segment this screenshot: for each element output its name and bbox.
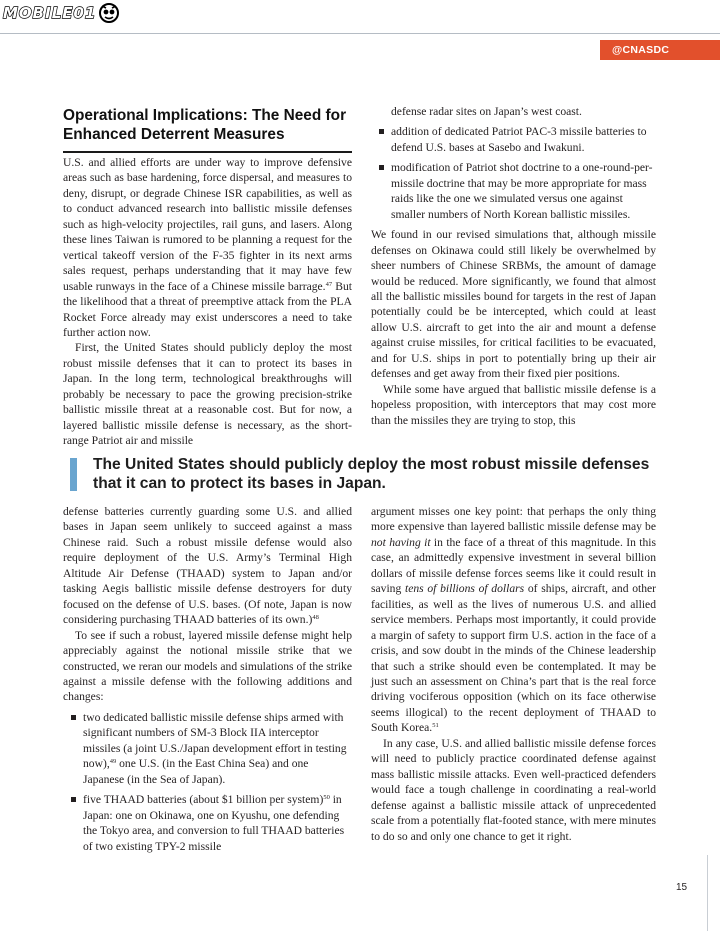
- heading-rule: [63, 151, 352, 153]
- left-column-top: [63, 155, 352, 449]
- list-item: two dedicated ballistic missile defense ships armed with significant numbers of SM-3 Block IIA interceptor missiles (a joint U.S./Japan development effort in testing now),$^{49}$ one U.S. (in the East China Sea) and one Japanese (in the Sea of Japan).: [63, 710, 352, 787]
- paragraph: argument misses one key point: that perhaps the only thing more expensive than layered ballistic missile defense may be not having it in the face of a threat of this magnitude. In this case, an admittedly expensive investment in several billion dollars of missile defense forces seems like it could result in saving tens of billions of dollars of ships, aircraft, and other facilities, as well as the lives of numerous U.S. and allied service members. Perhaps most importantly, it could provide a margin of safety to support firm U.S. action in the face of a crisis, and sow doubt in the minds of the Chinese leadership that such a strike should even be contemplated. It may be just such an assessment on China’s part that is the real force driving vociferous opposition (which on its face otherwise seems illogical) to the recent deployment of THAAD to South Korea.$^{51}$: [371, 505, 657, 735]
- emphasis: not having it: [371, 535, 431, 549]
- paragraph: To see if such a robust, layered missile defense might help appreciably against the notional missile strike that we constructed, we reran our models and simulations of the strike against a missile defense with the following additions and changes:: [63, 628, 352, 704]
- watermark-logo: [3, 2, 120, 24]
- paragraph: We found in our revised simulations that, although missile defenses on Okinawa could still likely be overwhelmed by sheer numbers of Chinese SRBMs, the amount of damage would be reduced. More significantly, we found that almost all the ballistic missiles bound for targets in the rest of Japan potentially could be be intercepted, which could at least allow U.S. aircraft to get into the air and mount a defense against cruise missiles, for critical facilities to be evacuated, and for U.S. ships in port to potentially bring up their air defenses and get away from their fixed pier positions.: [371, 228, 656, 381]
- left-column-bottom: [63, 504, 352, 859]
- paragraph: While some have argued that ballistic missile defense is a hopeless proposition, with interceptors that may cost more than the missiles they are trying to stop, this: [371, 382, 656, 427]
- bullet-list: [371, 104, 656, 222]
- list-item: modification of Patriot shot doctrine to a one-round-per-missile doctrine that may be more appropriate for mass raids like the one we simulated versus one against smaller numbers of North Korean ballistic missiles.: [371, 160, 656, 222]
- footnote-ref: 49: [109, 758, 117, 766]
- pull-quote-bar: [70, 458, 77, 491]
- cnas-tag: @CNASDC: [600, 40, 720, 60]
- list-item: defense radar sites on Japan’s west coast.: [391, 105, 582, 118]
- owl-logo-icon: [98, 2, 120, 24]
- right-column-bottom: [371, 504, 656, 844]
- list-item: addition of dedicated Patriot PAC-3 missile batteries to defend U.S. bases at Sasebo and Iwakuni.: [371, 124, 656, 155]
- right-column-top: [371, 104, 656, 428]
- footnote-ref: 47: [325, 280, 333, 288]
- footnote-ref: 50: [323, 794, 330, 802]
- page-edge-rule: [707, 855, 708, 931]
- list-item: five THAAD batteries (about $1 billion per system)$^{50}$ in Japan: one on Okinawa, one on Kyushu, one defending the Tokyo area, and conversion to full THAAD batteries of two existing TPY-2 missile: [63, 792, 352, 854]
- header-rule: [0, 33, 720, 34]
- footnote-ref: 51: [432, 722, 439, 730]
- paragraph: In any case, U.S. and allied ballistic missile defense forces will need to publicly practice coordinated defense against mass ballistic missile attacks. Even well-practiced defenders would face a tough challenge in coordinating a real-world defense against a ballistic missile attack of unprecedented scale from a potentially flat-footed stance, with mere minutes to do so and only one chance to get it right.: [371, 736, 656, 843]
- pull-quote: The United States should publicly deploy the most robust missile defenses that it can to protect its bases in Japan.: [93, 456, 650, 492]
- page-number: 15: [676, 882, 688, 893]
- paragraph: U.S. and allied efforts are under way to improve defensive areas such as base hardening, force dispersal, and measures to deny, disrupt, or degrade Chinese ISR capabilities, as well as to conduct advanced research into ballistic missile defenses such as high-velocity projectiles, rail guns, and lasers. Along these lines Taiwan is rumored to be planning a request for the vertical takeoff version of the F-35 fighter in its next arms sales request, perhaps understanding that it may have few usable runways in the face of a Chinese missile barrage.$^{47}$ But the likelihood that a threat of preemptive attack from the PLA Rocket Force already may exist underscores a need to take further action now.: [63, 156, 352, 339]
- paragraph: defense batteries currently guarding some U.S. and allied bases in Japan seem unlikely to succeed against a mass Chinese raid. Such a robust missile defense would also require deployment of the U.S. Army’s Terminal High Altitude Air Defense (THAAD) system to Japan and/or tasking Aegis ballistic missile defense destroyers for duty focused on the defense of U.S. bases. (Of note, Japan is now considering purchasing THAAD batteries of its own.)$^{48}$: [63, 505, 352, 627]
- watermark-text: MOBILE01: [3, 4, 97, 22]
- bullet-list: [63, 710, 352, 854]
- paragraph: First, the United States should publicly deploy the most robust missile defenses that it can to protect its bases in Japan. In the long term, technological breakthroughs will probably be necessary to pace the growing precision-strike ballistic missile threat at a reasonable cost. But for now, a layered ballistic missile defense is necessary, as the short-range Patriot air and missile: [63, 341, 352, 448]
- emphasis: tens of billions of dollars: [404, 582, 525, 596]
- section-heading: Operational Implications: The Need for Enhanced Deterrent Measures: [63, 107, 347, 143]
- footnote-ref: 48: [312, 614, 319, 622]
